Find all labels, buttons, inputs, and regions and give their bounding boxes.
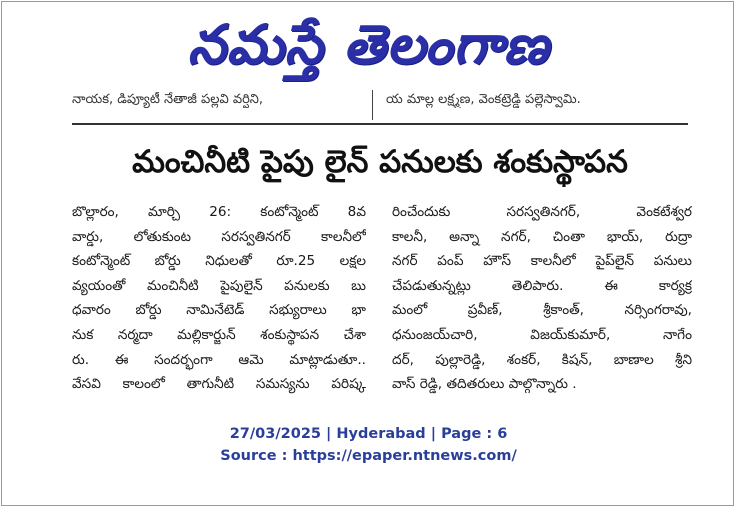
cropped-text-right: య మాల్ల లక్ష్మణ, వెంకట్రెడ్డి పల్లెస్వామి. — [386, 92, 581, 107]
article-line: కంటోన్మెంట్ బోర్డు నిధులతో రూ.25 లక్షల — [72, 253, 366, 270]
article-line: మంలో ప్రవీణ్, శ్రీకాంత్, నర్సింగరావు, — [392, 302, 692, 319]
article-column-left — [72, 200, 366, 397]
article-line: వాస్ రెడ్డి, తదితరులు పాల్గొన్నారు . — [392, 376, 577, 393]
newspaper-masthead: నమస్తే తెలంగాణ — [187, 12, 550, 76]
cropped-text-left: నాయక, డిప్యూటీ నేతాజీ పల్లవి వర్షిని, — [72, 92, 264, 107]
article-line: ధనుంజయ్‌చారి, విజయ్‌కుమార్, నాగేం — [392, 326, 692, 343]
article-line: చేపడుతున్నట్లు తెలిపారు. ఈ కార్యక్ర — [392, 277, 692, 294]
footer-source: Source : https://epaper.ntnews.com/ — [220, 448, 517, 464]
article-line: వేసవి కాలంలో తాగునీటి సమస్యను పరిష్క — [72, 376, 366, 393]
article-line: కాలనీ, అన్నా నగర్, చింతా భాయ్, రుద్రా — [392, 228, 692, 245]
article-line: రించేందుకు సరస్వతినగర్, వెంకటేశ్వర — [392, 204, 692, 220]
article-headline: మంచినీటి పైపు లైన్ పనులకు శంకుస్థాపన — [132, 144, 628, 180]
article-line: నుక నర్మదా మల్లికార్జున్ శంకుస్థాపన చేశా — [72, 326, 366, 343]
article-line: నగర్ పంప్ హౌస్ కాలనీలో పైప్‌లైన్ పనులు — [392, 253, 692, 270]
article-line: దర్, పుల్లారెడ్డి, శంకర్, కిషన్, బాణాల శ్రీని — [392, 351, 692, 368]
article-line: రు. ఈ సందర్భంగా ఆమె మాట్లాడుతూ.. — [72, 351, 366, 368]
article-column-right — [392, 200, 692, 397]
article-line: ధవారం బోర్డు నామినేటెడ్ సభ్యురాలు భా — [72, 302, 366, 319]
article-line: వ్యయంతో మంచినీటి పైపులైన్ పనులకు బు — [72, 277, 366, 294]
headline-rule — [72, 123, 688, 125]
article-line: బొల్లారం, మార్చి 26: కంటోన్మెంట్ 8వ — [72, 204, 366, 220]
footer-date-edition: 27/03/2025 | Hyderabad | Page : 6 — [229, 426, 508, 442]
column-divider — [372, 90, 373, 120]
article-line: వార్డు, లోతుకుంట సరస్వతినగర్ కాలనీలో — [72, 228, 366, 245]
